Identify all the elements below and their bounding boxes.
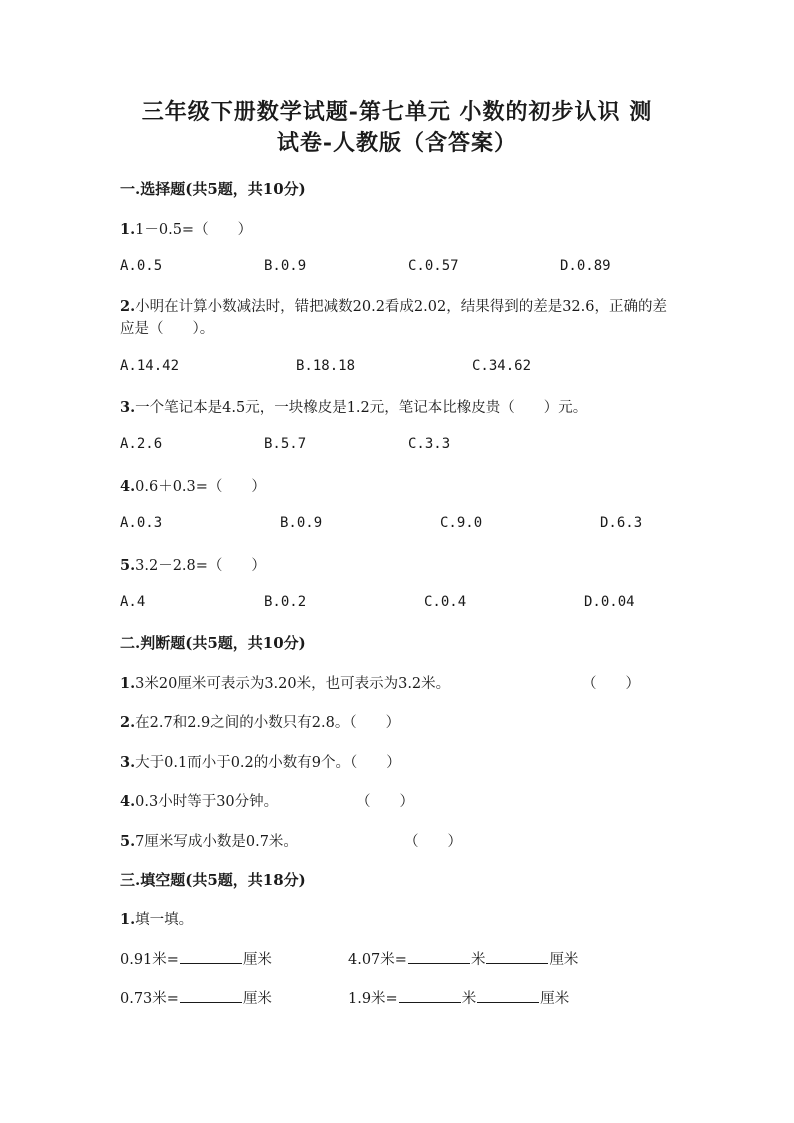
question-number: 2. (120, 298, 136, 315)
option-c: C.34.62 (472, 358, 532, 374)
question-number: 1. (120, 911, 136, 928)
option-a: A.0.5 (120, 258, 163, 274)
question-text: 0.3小时等于30分钟。 (135, 794, 279, 810)
question-text: 3.2－2.8=（ ） (135, 558, 266, 574)
question-3-1 (120, 908, 193, 929)
question-number: 4. (120, 793, 136, 810)
answer-parentheses: （ ） (582, 676, 640, 692)
option-c: C.0.57 (408, 258, 459, 274)
question-text: 在2.7和2.9之间的小数只有2.8。（ ） (135, 715, 401, 731)
section-heading-fill-in: 三.填空题(共5题，共18分) (120, 871, 306, 889)
question-text: 小明在计算小数减法时，错把减数20.2看成2.02，结果得到的差是32.6，正确的差应是（ ）。 (120, 299, 667, 337)
question-2-5 (120, 830, 298, 851)
fill-item: 0.73米= 厘米 (120, 991, 272, 1007)
question-number: 1. (120, 221, 136, 238)
question-text: 0.6＋0.3=（ ） (135, 479, 266, 495)
question-text: 一个笔记本是4.5元，一块橡皮是1.2元，笔记本比橡皮贵（ ）元。 (135, 400, 588, 416)
question-2-2 (120, 711, 400, 732)
page-title-line-1: 三年级下册数学试题-第七单元 小数的初步认识 测 (141, 99, 653, 125)
question-2-4 (120, 790, 278, 811)
answer-blank[interactable] (408, 951, 470, 964)
question-text: 大于0.1而小于0.2的小数有9个。（ ） (135, 755, 401, 771)
answer-blank[interactable] (486, 951, 548, 964)
question-number: 2. (120, 714, 136, 731)
option-c: C.3.3 (408, 436, 451, 452)
option-b: B.0.9 (264, 258, 307, 274)
question-number: 1. (120, 675, 136, 692)
option-b: B.0.9 (280, 515, 323, 531)
question-text: 3米20厘米可表示为3.20米，也可表示为3.2米。 (135, 676, 451, 692)
answer-blank[interactable] (180, 990, 242, 1003)
answer-parentheses: （ ） (356, 794, 414, 810)
option-d: D.0.04 (584, 594, 635, 610)
option-a: A.4 (120, 594, 146, 610)
question-1-5 (120, 554, 266, 575)
question-2-1 (120, 672, 450, 693)
question-1-3 (120, 396, 587, 417)
question-text: 7厘米写成小数是0.7米。 (135, 834, 298, 850)
question-number: 5. (120, 557, 136, 574)
fill-item: 1.9米= 米 厘米 (348, 991, 570, 1007)
question-1-4 (120, 475, 266, 496)
option-a: A.2.6 (120, 436, 163, 452)
answer-parentheses: （ ） (404, 834, 462, 850)
answer-blank[interactable] (477, 990, 539, 1003)
question-number: 5. (120, 833, 136, 850)
page-title-line-2: 试卷-人教版（含答案） (276, 130, 518, 156)
option-c: C.0.4 (424, 594, 467, 610)
question-number: 4. (120, 478, 136, 495)
option-b: B.5.7 (264, 436, 307, 452)
answer-blank[interactable] (399, 990, 461, 1003)
question-text: 填一填。 (135, 912, 194, 928)
section-heading-choice: 一.选择题(共5题，共10分) (120, 180, 306, 198)
question-2-3 (120, 751, 401, 772)
option-c: C.9.0 (440, 515, 483, 531)
option-b: B.18.18 (296, 358, 356, 374)
fill-item: 4.07米= 米 厘米 (348, 952, 579, 968)
option-b: B.0.2 (264, 594, 307, 610)
option-a: A.0.3 (120, 515, 163, 531)
question-text: 1－0.5=（ ） (135, 222, 253, 238)
question-1-2 (120, 296, 680, 340)
question-1-1 (120, 218, 252, 239)
question-number: 3. (120, 754, 136, 771)
option-d: D.0.89 (560, 258, 611, 274)
option-d: D.6.3 (600, 515, 643, 531)
question-number: 3. (120, 399, 136, 416)
option-a: A.14.42 (120, 358, 180, 374)
fill-item: 0.91米= 厘米 (120, 952, 272, 968)
answer-blank[interactable] (180, 951, 242, 964)
section-heading-judgement: 二.判断题(共5题，共10分) (120, 634, 306, 652)
